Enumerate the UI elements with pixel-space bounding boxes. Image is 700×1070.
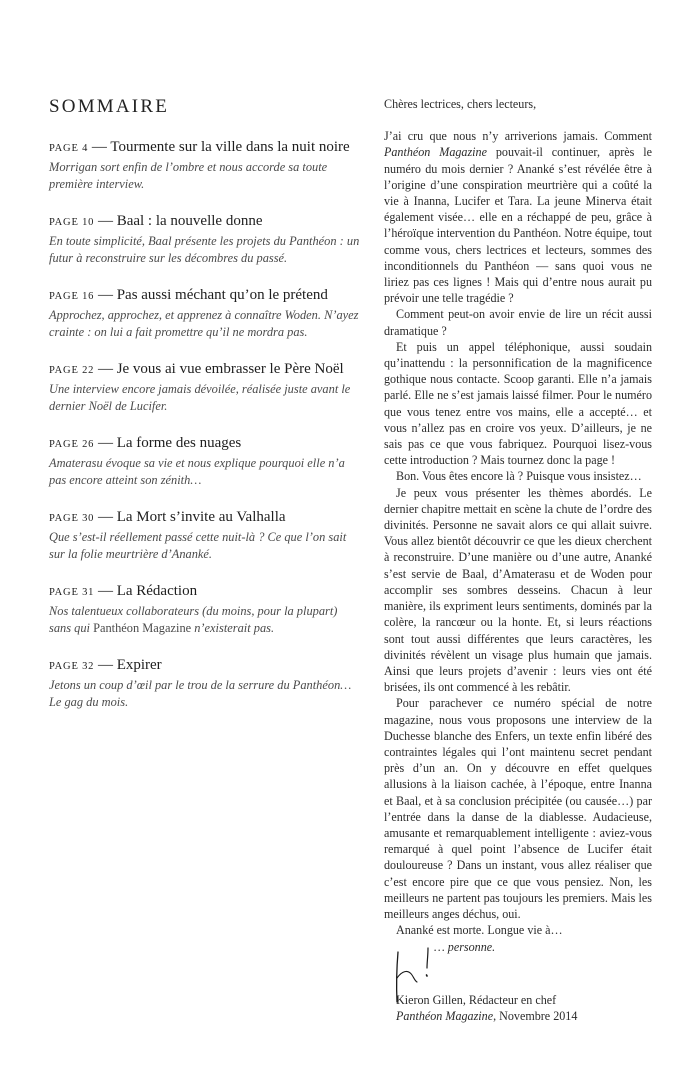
toc-entry-description: Jetons un coup d’œil par le trou de la serrure du Panthéon… Le gag du mois. (49, 678, 352, 709)
toc-separator: — (94, 287, 117, 303)
toc-separator: — (88, 139, 111, 155)
letter-closing-continuation: … personne. (434, 940, 496, 955)
toc-entry-title: Pas aussi méchant qu’on le prétend (116, 287, 328, 303)
letter-paragraph (384, 128, 652, 306)
toc-entry-title: La Mort s’invite au Valhalla (116, 509, 286, 525)
toc-title: SOMMAIRE (49, 96, 170, 117)
toc-entry (49, 138, 361, 193)
toc-separator: — (94, 583, 117, 599)
toc-page-number: PAGE 32 (49, 661, 95, 672)
toc-entry (49, 434, 361, 489)
toc-entry (49, 212, 361, 267)
toc-page-number: PAGE 22 (49, 365, 95, 376)
toc-entry (49, 582, 361, 637)
toc-separator: — (94, 509, 117, 525)
toc-page-number: PAGE 4 (49, 143, 89, 154)
toc-separator: — (94, 213, 117, 229)
editorial-letter (384, 96, 652, 956)
toc-page-number: PAGE 30 (49, 513, 95, 524)
toc-entry-description: Approchez, approchez, et apprenez à connaître Woden. N’ayez crainte : on lui a fait promettre qu’il ne mordra pas. (49, 308, 359, 339)
magazine-name: Panthéon Magazine (384, 145, 487, 160)
toc-entry-title: Tourmente sur la ville dans la nuit noire (110, 139, 350, 155)
toc-entry-description: Amaterasu évoque sa vie et nous explique pourquoi elle n’a pas encore atteint son zénith… (49, 456, 345, 487)
magazine-name: Panthéon Magazine (396, 1009, 494, 1023)
letter-salutation: Chères lectrices, chers lecteurs, (384, 97, 537, 111)
signatory-name: Kieron Gillen, Rédacteur en chef (396, 993, 557, 1007)
toc-entry-title: La forme des nuages (116, 435, 242, 451)
toc-entry-title: Baal : la nouvelle donne (116, 213, 263, 229)
toc-entry-description (49, 603, 361, 637)
toc-entry (49, 508, 361, 563)
magazine-name: Panthéon Magazine (93, 621, 192, 635)
letter-paragraph: Bon. Vous êtes encore là ? Puisque vous insistez… (396, 469, 642, 484)
toc-entry-title: Expirer (116, 657, 162, 673)
signature-block (396, 992, 656, 1024)
toc-entry-description: Morrigan sort enfin de l’ombre et nous accorde sa toute première interview. (49, 160, 328, 191)
signatory-publication (396, 1008, 656, 1024)
toc-entry-description: En toute simplicité, Baal présente les projets du Panthéon : un futur à reconstruire sur les décombres du passé. (49, 234, 360, 265)
toc-page-number: PAGE 16 (49, 291, 95, 302)
toc-entry-title: Je vous ai vue embrasser le Père Noël (116, 361, 344, 377)
letter-text: J’ai cru que nous n’y arriverions jamais. Comment (384, 129, 652, 144)
toc-entry (49, 360, 361, 415)
letter-paragraph: Comment peut-on avoir envie de lire un récit aussi dramatique ? (384, 307, 652, 338)
signature-date: , Novembre 2014 (493, 1009, 578, 1023)
toc-entry-description: Que s’est-il réellement passé cette nuit-là ? Ce que l’on sait sur la folie meurtrière d’Ananké. (49, 530, 347, 561)
table-of-contents (49, 96, 361, 730)
toc-separator: — (94, 361, 117, 377)
toc-entry-description: Une interview encore jamais dévoilée, réalisée juste avant le dernier Noël de Lucifer. (49, 382, 351, 413)
toc-desc-part: Nos talentueux collaborateurs (du moins, pour la plupart) sans qui (49, 604, 338, 635)
letter-paragraph: Et puis un appel téléphonique, aussi soudain qu’inattendu : la personnification de la magnificence gothique nous contacte. Scoop garanti. Elle n’a jamais parlé. Elle ne s’est jamais laissé filmer. Pour le numéro que vous tenez entre vos mains, elle a accepté… et vous n’allez pas en croire vos yeux. D’ailleurs, je ne sais pas ce que vous fabriquez. Pourquoi lisez-vous cette introduction ? Mais tournez donc la page ! (384, 339, 652, 468)
toc-entry (49, 286, 361, 341)
toc-page-number: PAGE 10 (49, 217, 95, 228)
letter-paragraph: Pour parachever ce numéro spécial de notre magazine, nous vous proposons une interview de la Duchesse blanche des Enfers, un texte enfin libéré des contraintes légales qui l’ont maintenu secret pendant près d’un an. On y découvre en effet quelques allusions à la liaison cachée, à l’époque, entre Inanna et Baal, et à sa conclusion précipitée (ou causée…) par l’entrée dans la danse de la diablesse. Audacieuse, amusante et remarquablement intelligente : aviez-vous remarqué à quel point l’absence de Lucifer était douloureuse ? Dans un instant, vous allez réaliser que c’est encore pire que ce que vous pensiez. Non, les meilleurs ne partent pas toujours les premiers. Mais les meilleurs anges déchus, oui. (384, 696, 652, 921)
toc-separator: — (94, 657, 117, 673)
letter-closing: Ananké est morte. Longue vie à… (396, 923, 563, 938)
toc-desc-part: n’existerait pas. (191, 621, 275, 635)
toc-page-number: PAGE 31 (49, 587, 95, 598)
toc-separator: — (94, 435, 117, 451)
toc-entry (49, 656, 361, 711)
toc-entry-title: La Rédaction (116, 583, 198, 599)
toc-page-number: PAGE 26 (49, 439, 95, 450)
letter-paragraph: Je peux vous présenter les thèmes abordés. Le dernier chapitre mettait en scène la chute de l’ordre des divinités. Personne ne savait alors ce qui allait suivre. Vous allez bientôt découvrir ce que les dieux cherchent à reconstruire. D’une manière ou d’une autre, Ananké s’est servie de Baal, d’Amaterasu et de Woden pour accomplir ses sombres desseins. Chacun à leur manière, ils expriment leurs sentiments, dominés par la colère, la rancœur ou la honte. Et, si leurs réactions sont tout aussi différentes que leurs caractères, les divinités révèlent un visage plus humain que jamais. Ainsi que leurs projets d’avenir : leurs vies ont été brisées, ils ont commencé à les rebâtir. (384, 485, 652, 695)
letter-text: pouvait-il continuer, après le numéro du mois dernier ? Ananké s’est révélée être à l’origine d’une conspiration meurtrière qui a coûté la vie à Inanna, Lucifer et Tara. La jeune Minerva était également visée… elle en a réchappé de peu, grâce à l’héroïque intervention du Panthéon. Notre équipe, tout comme vous, chers lectrices et lecteurs, sommes des inconditionnels du Panthéon — sans quoi vous ne liriez pas ces lignes ! Mais qui d’entre nous aurait pu prévoir une telle tragédie ? (384, 145, 653, 306)
